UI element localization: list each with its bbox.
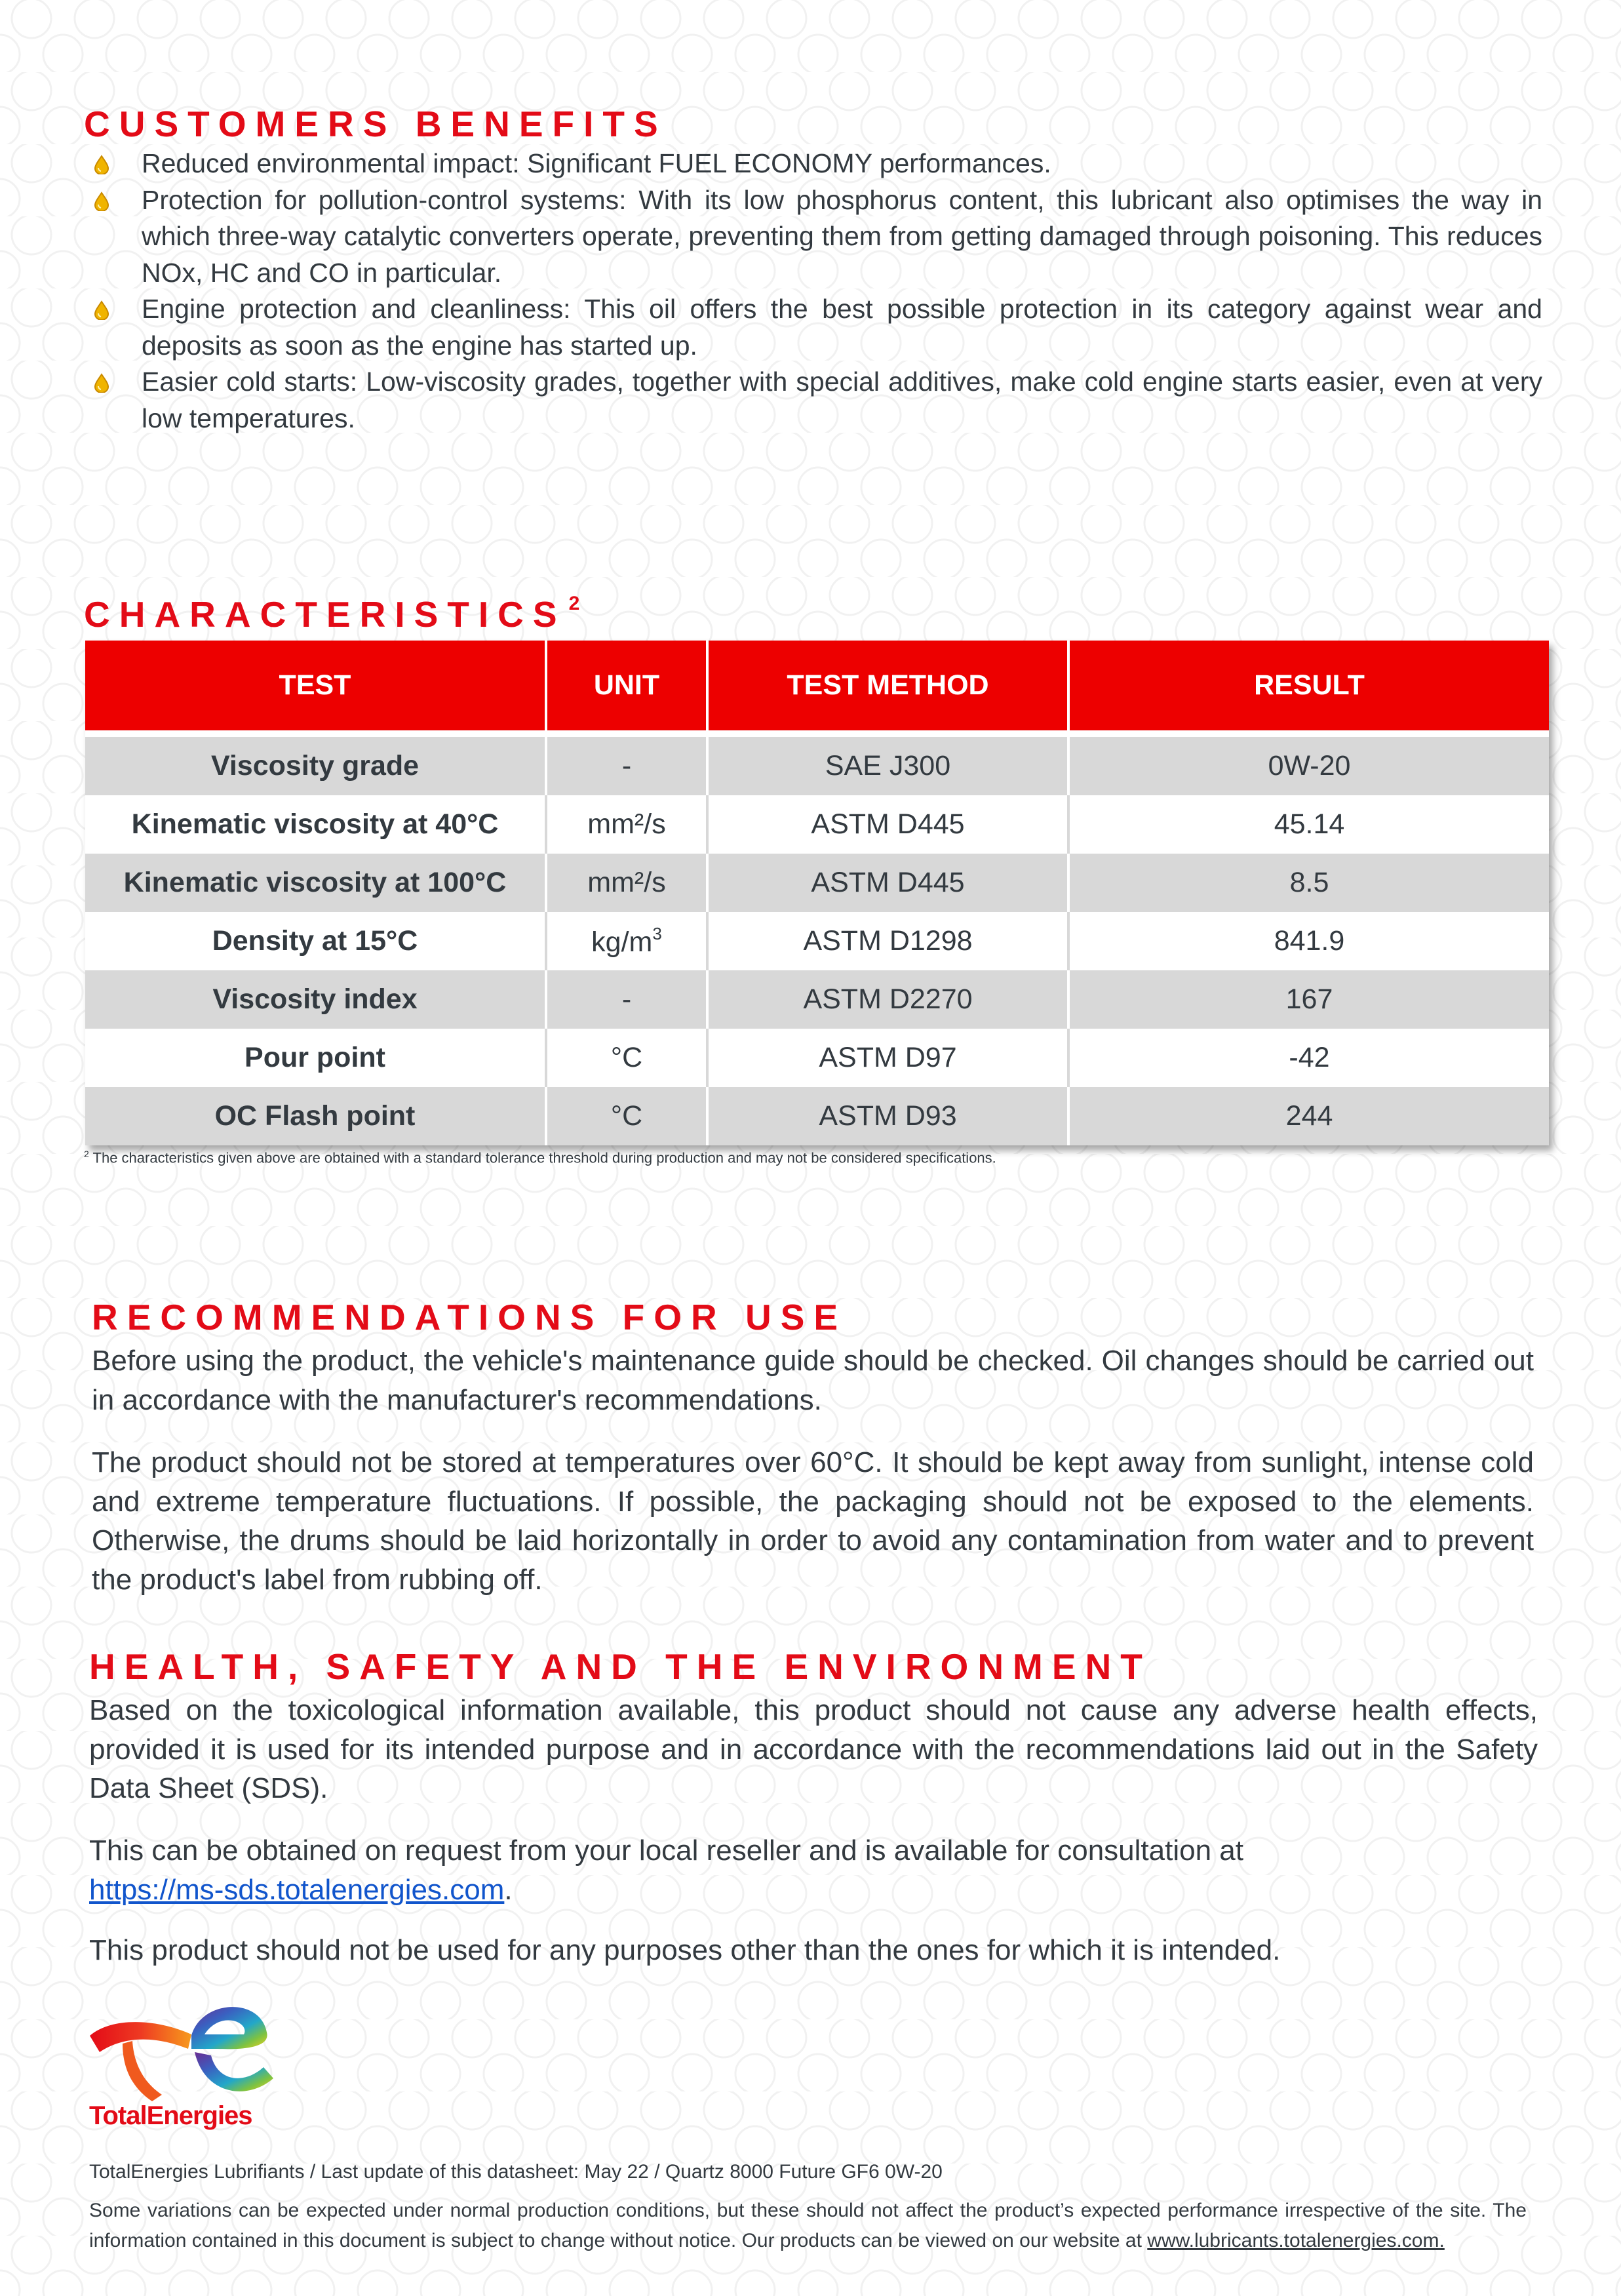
- cell-method: ASTM D2270: [707, 970, 1068, 1029]
- cell-test: Kinematic viscosity at 100°C: [85, 854, 546, 912]
- oil-drop-icon: [92, 191, 111, 211]
- hse-paragraph-3: This product should not be used for any purposes other than the ones for which it is intended.: [89, 1934, 1281, 1966]
- brand-name: TotalEnergies: [89, 2101, 252, 2130]
- cell-unit: -: [546, 970, 707, 1029]
- website-link[interactable]: www.lubricants.totalenergies.com.: [1147, 2230, 1445, 2251]
- table-row: [85, 854, 1549, 912]
- cell-test: Viscosity index: [85, 970, 546, 1029]
- cell-test: Density at 15°C: [85, 912, 546, 970]
- benefits-title: CUSTOMERS BENEFITS: [84, 104, 667, 144]
- column-header-test: TEST: [85, 641, 546, 730]
- footer-update-line: TotalEnergies Lubrifiants / Last update of this datasheet: May 22 / Quartz 8000 Future GF6 0W-20: [89, 2161, 943, 2183]
- cell-result: 167: [1068, 970, 1549, 1029]
- cell-unit: mm²/s: [546, 854, 707, 912]
- hse-paragraph-2-text: This can be obtained on request from your local reseller and is available for consultation at: [89, 1834, 1243, 1867]
- benefit-item: [84, 182, 1542, 292]
- cell-unit: -: [546, 737, 707, 795]
- hse-title: HEALTH, SAFETY AND THE ENVIRONMENT: [89, 1646, 1152, 1687]
- benefit-item: [84, 146, 1542, 182]
- cell-method: ASTM D445: [707, 795, 1068, 854]
- oil-drop-icon: [92, 373, 111, 393]
- table-row: [85, 795, 1549, 854]
- hse-paragraph-2-end: .: [504, 1873, 513, 1906]
- oil-drop-icon: [92, 155, 111, 174]
- column-header-method: TEST METHOD: [707, 641, 1068, 730]
- footer-disclaimer: [89, 2196, 1527, 2256]
- oil-drop-icon: [92, 300, 111, 320]
- benefit-text: Protection for pollution-control systems: With its low phosphorus content, this lubricant also optimises the way in which three-way catalytic converters operate, preventing them from getting damaged through poisoning. This reduces NOx, HC and CO in particular.: [142, 184, 1542, 288]
- cell-test: Pour point: [85, 1029, 546, 1087]
- characteristics-table: [85, 641, 1549, 1145]
- footnote-marker: 2: [84, 1149, 89, 1159]
- table-row: [85, 912, 1549, 970]
- table-row: [85, 1029, 1549, 1087]
- benefits-list: [84, 146, 1542, 437]
- characteristics-title-text: CHARACTERISTICS: [84, 594, 566, 635]
- recommendations-paragraph-2: The product should not be stored at temperatures over 60°C. It should be kept away from sunlight, intense cold and extreme temperature fluctuations. If possible, the packaging should not be exposed to the elements. Otherwise, the drums should be laid horizontally in order to avoid any contamination from water and to prevent the product's label from rubbing off.: [92, 1446, 1534, 1596]
- cell-result: -42: [1068, 1029, 1549, 1087]
- cell-unit-base: kg/m: [591, 926, 653, 958]
- cell-test: OC Flash point: [85, 1087, 546, 1145]
- recommendations-paragraph-1: Before using the product, the vehicle's maintenance guide should be checked. Oil changes should be carried out in accordance with the manufacturer's recommendations.: [92, 1345, 1534, 1416]
- table-row: [85, 1087, 1549, 1145]
- cell-result: 244: [1068, 1087, 1549, 1145]
- recommendations-title: RECOMMENDATIONS FOR USE: [92, 1297, 848, 1337]
- cell-method: ASTM D93: [707, 1087, 1068, 1145]
- benefit-text: Reduced environmental impact: Significant FUEL ECONOMY performances.: [142, 148, 1051, 178]
- characteristics-title-sup: 2: [568, 593, 580, 614]
- benefit-item: [84, 291, 1542, 364]
- hse-paragraph-1: Based on the toxicological information available, this product should not cause any adverse health effects, provided it is used for its intended purpose and in accordance with the recommendations laid out in the Safety Data Sheet (SDS).: [89, 1694, 1538, 1804]
- cell-result: 8.5: [1068, 854, 1549, 912]
- cell-unit: [546, 912, 707, 970]
- footer-disclaimer-text: Some variations can be expected under normal production conditions, but these should not affect the product’s expected performance irrespective of the site. The information contained in this document is subject to change without notice. Our products can be viewed on our website at: [89, 2200, 1527, 2251]
- cell-unit: °C: [546, 1029, 707, 1087]
- benefit-text: Engine protection and cleanliness: This oil offers the best possible protection in its category against wear and deposits as soon as the engine has started up.: [142, 294, 1542, 361]
- column-header-unit: UNIT: [546, 641, 707, 730]
- cell-unit: mm²/s: [546, 795, 707, 854]
- cell-result: 45.14: [1068, 795, 1549, 854]
- table-row: [85, 737, 1549, 795]
- benefit-item: [84, 364, 1542, 437]
- table-header-row: [85, 641, 1549, 730]
- cell-result: 841.9: [1068, 912, 1549, 970]
- cell-result: 0W-20: [1068, 737, 1549, 795]
- cell-method: SAE J300: [707, 737, 1068, 795]
- cell-method: ASTM D1298: [707, 912, 1068, 970]
- cell-unit: °C: [546, 1087, 707, 1145]
- benefit-text: Easier cold starts: Low-viscosity grades, together with special additives, make cold engine starts easier, even at very low temperatures.: [142, 366, 1542, 433]
- cell-method: ASTM D97: [707, 1029, 1068, 1087]
- sds-link[interactable]: https://ms-sds.totalenergies.com: [89, 1873, 505, 1906]
- column-header-result: RESULT: [1068, 641, 1549, 730]
- hse-paragraph-2: [89, 1831, 1538, 1909]
- footnote-text: The characteristics given above are obtained with a standard tolerance threshold during production and may not be considered specifications.: [92, 1149, 996, 1166]
- cell-unit-sup: 3: [652, 924, 662, 943]
- cell-test: Kinematic viscosity at 40°C: [85, 795, 546, 854]
- characteristics-footnote: [84, 1149, 996, 1166]
- table-row: [85, 970, 1549, 1029]
- characteristics-table-wrap: [85, 641, 1549, 1145]
- cell-test: Viscosity grade: [85, 737, 546, 795]
- table-spacer: [85, 730, 1549, 737]
- cell-method: ASTM D445: [707, 854, 1068, 912]
- characteristics-title: [84, 594, 579, 633]
